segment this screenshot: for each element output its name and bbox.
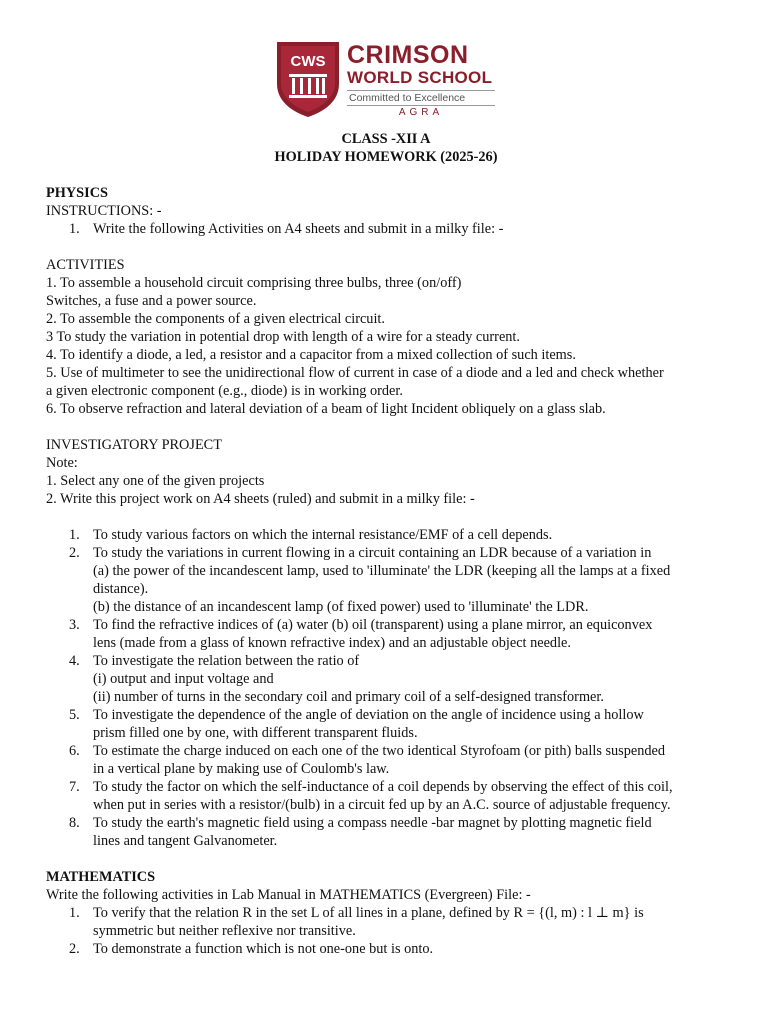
list-item-text: lens (made from a glass of known refractive index) and an adjustable object needle. (93, 635, 571, 651)
list-item-text: (a) the power of the incandescent lamp, used to 'illuminate' the LDR (keeping all the lamps at a fixed (93, 563, 671, 579)
list-number: 2. (69, 941, 80, 957)
list-item-text: To study the factor on which the self-inductance of a coil depends by observing the effect of this coil, (93, 779, 673, 795)
project-item (46, 742, 726, 778)
list-item-text: To study the variations in current flowing in a circuit containing an LDR because of a variation in (93, 545, 652, 561)
activity-line: 4. To identify a diode, a led, a resistor and a capacitor from a mixed collection of such items. (46, 347, 576, 363)
project-item (46, 616, 726, 652)
list-number: 5. (69, 707, 80, 723)
list-item-text: To demonstrate a function which is not one-one but is onto. (93, 941, 434, 957)
project-item (46, 544, 726, 616)
activity-line: 2. To assemble the components of a given electrical circuit. (46, 311, 385, 327)
activity-line: a given electronic component (e.g., diode) is in working order. (46, 383, 403, 399)
school-logo (275, 40, 515, 120)
list-number: 1. (69, 905, 80, 921)
notes-list (46, 472, 726, 508)
list-item-text: when put in series with a resistor/(bulb) in a circuit fed up by an A.C. source of adjustable frequency. (93, 797, 671, 813)
list-item-text: To investigate the relation between the ratio of (93, 653, 360, 669)
list-number: 1. (69, 221, 80, 237)
project-item (46, 706, 726, 742)
project-heading: INVESTIGATORY PROJECT (46, 437, 222, 453)
list-item-text: To study the earth's magnetic field using a compass needle -bar magnet by plotting magnetic field (93, 815, 652, 831)
projects-list (46, 526, 726, 850)
list-item-text: To study various factors on which the internal resistance/EMF of a cell depends. (93, 527, 553, 543)
project-item (46, 652, 726, 706)
list-item-text: To find the refractive indices of (a) water (b) oil (transparent) using a plane mirror, an equiconvex (93, 617, 653, 633)
math-activity-item (46, 940, 726, 958)
school-name-line2: WORLD SCHOOL (347, 68, 493, 87)
instruction-item (46, 220, 726, 238)
project-item (46, 526, 726, 544)
list-number: 6. (69, 743, 80, 759)
list-item-text: distance). (93, 581, 149, 597)
list-item-text: lines and tangent Galvanometer. (93, 833, 278, 849)
math-activity-item (46, 904, 726, 940)
list-item-text: prism filled one by one, with different transparent fluids. (93, 725, 418, 741)
list-number: 3. (69, 617, 80, 633)
note-line: 1. Select any one of the given projects (46, 473, 265, 489)
project-item (46, 814, 726, 850)
list-number: 1. (69, 527, 80, 543)
school-name-line1: CRIMSON (347, 41, 469, 69)
school-name-block (347, 42, 517, 120)
logo-abbr: CWS (290, 53, 326, 70)
list-item-text: symmetric but neither reflexive nor transitive. (93, 923, 356, 939)
activity-line: 6. To observe refraction and lateral deviation of a beam of light Incident obliquely on a glass slab. (46, 401, 606, 417)
activity-line: 5. Use of multimeter to see the unidirectional flow of current in case of a diode and a led and check whether (46, 365, 664, 381)
activity-line: Switches, a fuse and a power source. (46, 293, 257, 309)
project-item (46, 778, 726, 814)
list-number: 2. (69, 545, 80, 561)
note-label: Note: (46, 455, 78, 471)
homework-title: HOLIDAY HOMEWORK (2025-26) (274, 149, 498, 165)
list-item-text: (b) the distance of an incandescent lamp (of fixed power) used to 'illuminate' the LDR. (93, 599, 589, 615)
school-tagline: Committed to Excellence (347, 90, 495, 106)
class-title: CLASS -XII A (341, 131, 431, 147)
note-line: 2. Write this project work on A4 sheets (ruled) and submit in a milky file: - (46, 491, 475, 507)
document-body (46, 184, 726, 958)
list-number: 4. (69, 653, 80, 669)
activity-line: 3 To study the variation in potential drop with length of a wire for a steady current. (46, 329, 520, 345)
activities-list (46, 274, 726, 418)
list-item-text: (ii) number of turns in the secondary coil and primary coil of a self-designed transformer. (93, 689, 604, 705)
activities-heading: ACTIVITIES (46, 257, 125, 273)
instructions-list (46, 220, 726, 238)
physics-heading: PHYSICS (46, 185, 108, 201)
list-item-text: To investigate the dependence of the angle of deviation on the angle of incidence using a hollow (93, 707, 644, 723)
mathematics-intro: Write the following activities in Lab Manual in MATHEMATICS (Evergreen) File: - (46, 887, 531, 903)
mathematics-heading: MATHEMATICS (46, 869, 156, 885)
math-activities-list (46, 904, 726, 958)
school-city: AGRA (398, 107, 444, 118)
list-item-text: To verify that the relation R in the set L of all lines in a plane, defined by R = {(l, m) : l ⊥ m} is (93, 905, 644, 921)
list-number: 8. (69, 815, 80, 831)
list-item-text: in a vertical plane by making use of Coulomb's law. (93, 761, 390, 777)
activity-line: 1. To assemble a household circuit comprising three bulbs, three (on/off) (46, 275, 462, 291)
list-item-text: To estimate the charge induced on each one of the two identical Styrofoam (or pith) balls suspended (93, 743, 666, 759)
shield-crest-icon (275, 40, 341, 118)
list-item-text: Write the following Activities on A4 sheets and submit in a milky file: - (93, 221, 504, 237)
instructions-label: INSTRUCTIONS: - (46, 203, 162, 219)
list-number: 7. (69, 779, 80, 795)
list-item-text: (i) output and input voltage and (93, 671, 274, 687)
